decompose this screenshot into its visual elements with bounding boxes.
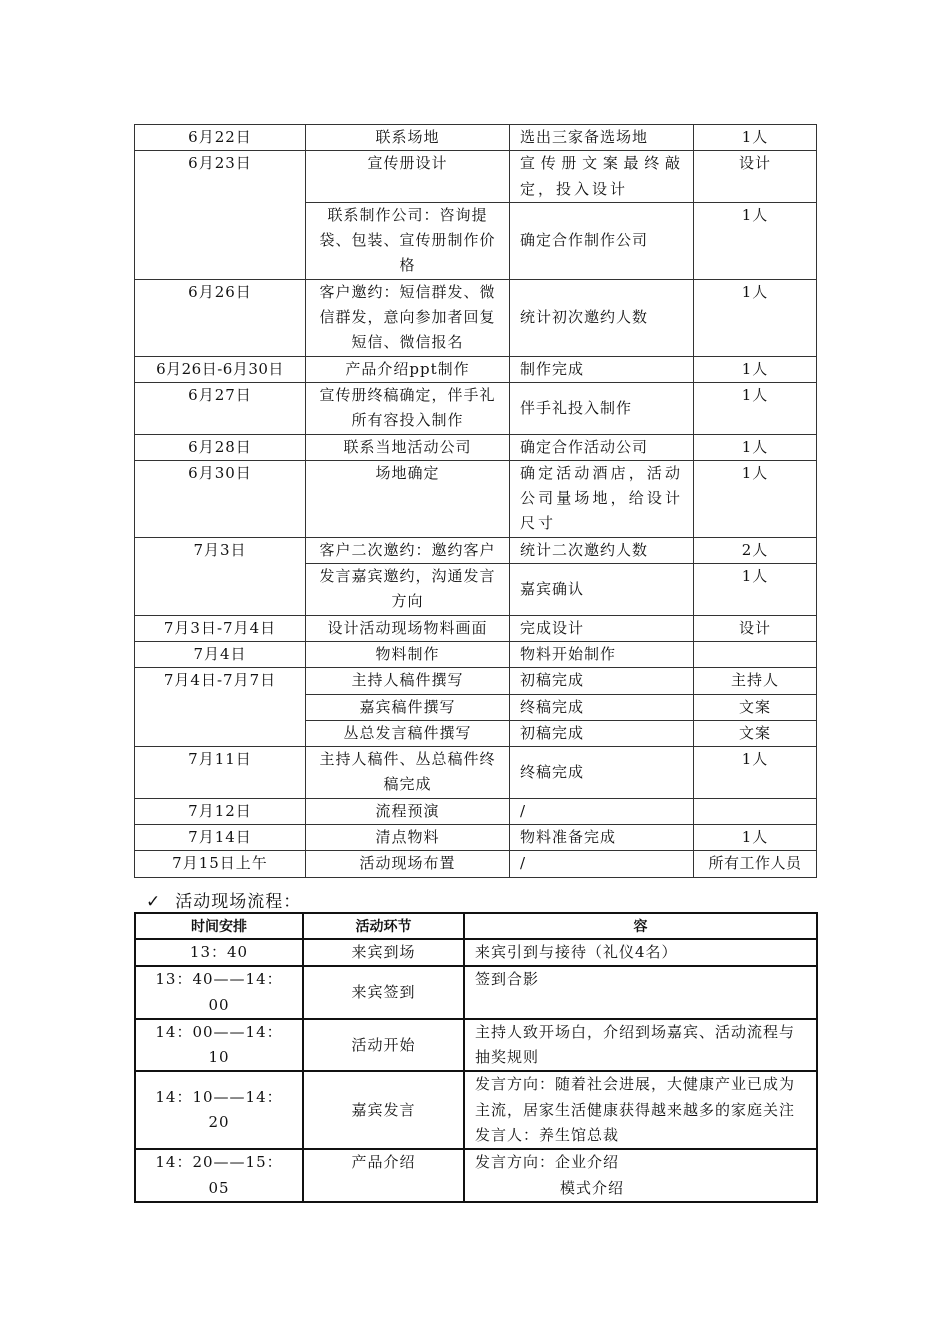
task-cell: 物料制作: [306, 641, 510, 667]
date-cell: 7月15日上午: [135, 851, 306, 877]
date-cell: 6月26日: [135, 279, 306, 356]
result-cell: /: [510, 851, 694, 877]
speech-direction: 发言方向：企业介绍: [475, 1153, 620, 1172]
result-cell: 确定活动酒店，活动公司量场地，给设计尺寸: [510, 460, 694, 537]
result-cell: 物料准备完成: [510, 825, 694, 851]
table-row: [135, 939, 817, 966]
date-cell: 7月12日: [135, 798, 306, 824]
table-row: [135, 747, 817, 799]
owner-cell: 所有工作人员: [694, 851, 817, 877]
owner-cell: 设计: [694, 615, 817, 641]
date-cell: 6月27日: [135, 382, 306, 434]
speech-subitem: 模式介绍: [560, 1178, 625, 1197]
result-cell: 物料开始制作: [510, 641, 694, 667]
owner-cell: 1人: [694, 747, 817, 799]
date-cell: 6月23日: [135, 151, 306, 279]
result-cell: 确定合作活动公司: [510, 434, 694, 460]
task-cell: 活动现场布置: [306, 851, 510, 877]
date-cell: 7月14日: [135, 825, 306, 851]
owner-cell: 1人: [694, 434, 817, 460]
content-cell: 来宾引到与接待（礼仪4名）: [464, 939, 817, 966]
table-row: [135, 279, 817, 356]
task-cell: 宣传册终稿确定，伴手礼所有容投入制作: [306, 382, 510, 434]
table-row: [135, 641, 817, 667]
preparation-schedule-table: [134, 124, 817, 878]
owner-cell: [694, 641, 817, 667]
table-row: [135, 537, 817, 563]
date-cell: 7月3日: [135, 537, 306, 615]
column-header: 容: [464, 913, 817, 939]
owner-cell: 1人: [694, 564, 817, 616]
table-row: [135, 966, 817, 1019]
speaker: 发言人：养生馆总裁: [475, 1126, 620, 1145]
result-cell: 终稿完成: [510, 694, 694, 720]
result-cell: 统计初次邀约人数: [510, 279, 694, 356]
result-cell: 宣传册文案最终敲定，投入设计: [510, 151, 694, 203]
task-cell: 主持人稿件撰写: [306, 668, 510, 694]
task-cell: 清点物料: [306, 825, 510, 851]
result-cell: 统计二次邀约人数: [510, 537, 694, 563]
date-cell: 7月4日: [135, 641, 306, 667]
table-row: [135, 1071, 817, 1149]
column-header: 活动环节: [303, 913, 464, 939]
date-cell: 6月28日: [135, 434, 306, 460]
result-cell: 制作完成: [510, 356, 694, 382]
time-cell: 13：40: [135, 939, 303, 966]
table-row: [135, 851, 817, 877]
time-cell: 13：40——14：00: [135, 966, 303, 1019]
result-cell: 嘉宾确认: [510, 564, 694, 616]
event-flow-table: [134, 912, 818, 1203]
owner-cell: 主持人: [694, 668, 817, 694]
item-cell: 嘉宾发言: [303, 1071, 464, 1149]
table-row: [135, 798, 817, 824]
table-row: [135, 460, 817, 537]
speech-direction: 发言方向：随着社会进展，大健康产业已成为主流，居家生活健康获得越来越多的家庭关注: [475, 1075, 796, 1119]
item-cell: 产品介绍: [303, 1149, 464, 1202]
task-cell: 联系场地: [306, 125, 510, 151]
result-cell: 确定合作制作公司: [510, 202, 694, 279]
owner-cell: 设计: [694, 151, 817, 203]
result-cell: 初稿完成: [510, 668, 694, 694]
content-cell: 签到合影: [464, 966, 817, 1019]
owner-cell: 1人: [694, 382, 817, 434]
owner-cell: 1人: [694, 825, 817, 851]
table-row: [135, 382, 817, 434]
time-cell: 14：10——14：20: [135, 1071, 303, 1149]
task-cell: 丛总发言稿件撰写: [306, 720, 510, 746]
section-heading: [146, 887, 301, 912]
date-cell: 7月3日-7月4日: [135, 615, 306, 641]
content-cell: [464, 1071, 817, 1149]
date-cell: 6月26日-6月30日: [135, 356, 306, 382]
table-row: [135, 125, 817, 151]
task-cell: 客户二次邀约：邀约客户: [306, 537, 510, 563]
task-cell: 产品介绍ppt制作: [306, 356, 510, 382]
owner-cell: 文案: [694, 694, 817, 720]
result-cell: 选出三家备选场地: [510, 125, 694, 151]
owner-cell: 1人: [694, 125, 817, 151]
task-cell: 发言嘉宾邀约，沟通发言方向: [306, 564, 510, 616]
task-cell: 联系当地活动公司: [306, 434, 510, 460]
result-cell: 初稿完成: [510, 720, 694, 746]
task-cell: 主持人稿件、丛总稿件终稿完成: [306, 747, 510, 799]
result-cell: 终稿完成: [510, 747, 694, 799]
task-cell: 场地确定: [306, 460, 510, 537]
table-row: [135, 1019, 817, 1072]
date-cell: 7月11日: [135, 747, 306, 799]
content-cell: [464, 1149, 817, 1202]
table-header-row: [135, 913, 817, 939]
owner-cell: 1人: [694, 279, 817, 356]
section-title: 活动现场流程：: [175, 892, 302, 912]
task-cell: 流程预演: [306, 798, 510, 824]
date-cell: 7月4日-7月7日: [135, 668, 306, 747]
task-cell: 客户邀约：短信群发、微信群发，意向参加者回复短信、微信报名: [306, 279, 510, 356]
item-cell: 来宾到场: [303, 939, 464, 966]
time-cell: 14：20——15：05: [135, 1149, 303, 1202]
check-icon: ✓: [146, 892, 162, 912]
result-cell: /: [510, 798, 694, 824]
owner-cell: 1人: [694, 460, 817, 537]
date-cell: 6月22日: [135, 125, 306, 151]
owner-cell: 2人: [694, 537, 817, 563]
table-row: [135, 825, 817, 851]
table-row: [135, 434, 817, 460]
owner-cell: 1人: [694, 202, 817, 279]
column-header: 时间安排: [135, 913, 303, 939]
task-cell: 设计活动现场物料画面: [306, 615, 510, 641]
time-cell: 14：00——14：10: [135, 1019, 303, 1072]
task-cell: 宣传册设计: [306, 151, 510, 203]
owner-cell: 文案: [694, 720, 817, 746]
owner-cell: 1人: [694, 356, 817, 382]
task-cell: 联系制作公司：咨询提袋、包装、宣传册制作价格: [306, 202, 510, 279]
result-cell: 完成设计: [510, 615, 694, 641]
table-row: [135, 1149, 817, 1202]
table-row: [135, 615, 817, 641]
date-cell: 6月30日: [135, 460, 306, 537]
table-row: [135, 151, 817, 203]
owner-cell: [694, 798, 817, 824]
item-cell: 活动开始: [303, 1019, 464, 1072]
task-cell: 嘉宾稿件撰写: [306, 694, 510, 720]
table-row: [135, 356, 817, 382]
item-cell: 来宾签到: [303, 966, 464, 1019]
content-cell: 主持人致开场白，介绍到场嘉宾、活动流程与抽奖规则: [464, 1019, 817, 1072]
result-cell: 伴手礼投入制作: [510, 382, 694, 434]
table-row: [135, 668, 817, 694]
